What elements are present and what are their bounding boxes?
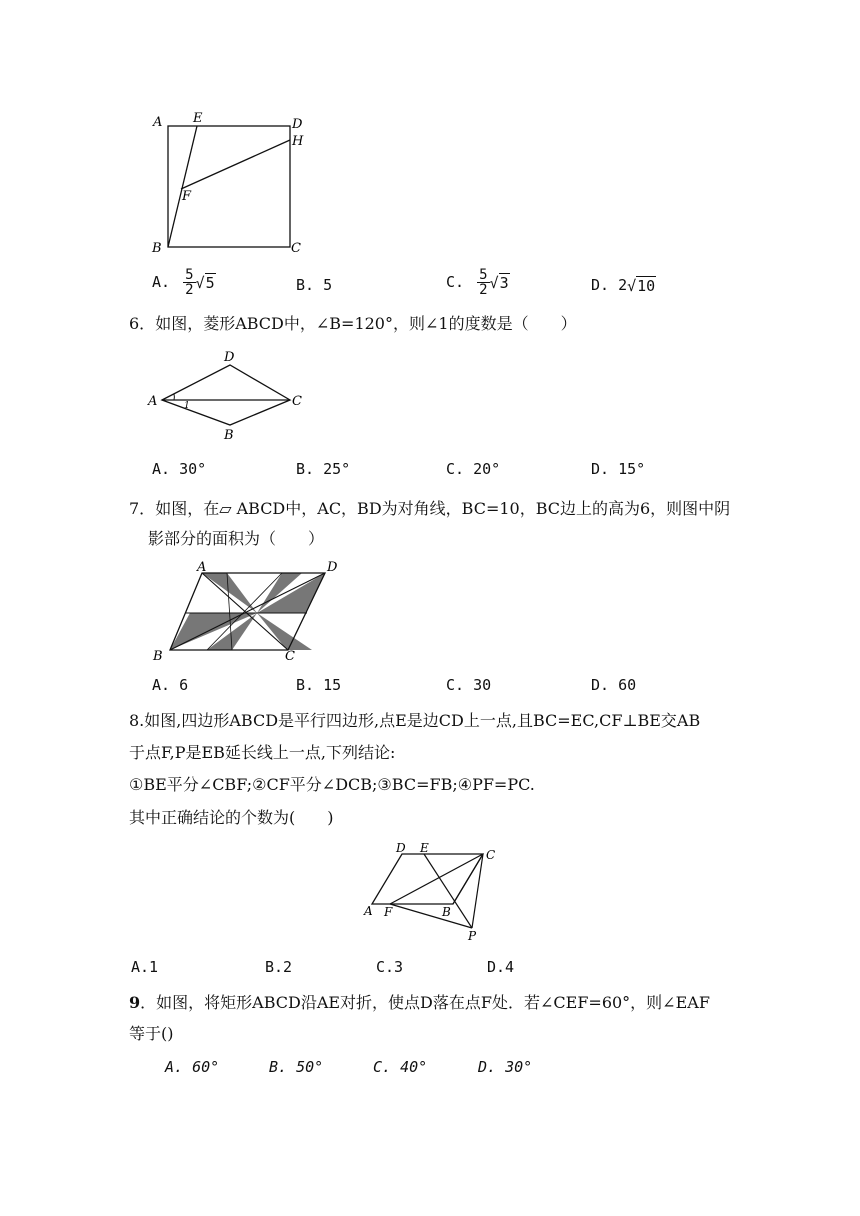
q6-option-d[interactable]: D. 15° <box>591 460 646 478</box>
q5-label-b: B <box>152 241 162 256</box>
q5-label-f: F <box>182 189 192 204</box>
q8-label-a: A <box>364 904 373 918</box>
q6-label-d: D <box>224 350 235 365</box>
q5-label-h: H <box>292 134 304 149</box>
q9-option-c[interactable]: C. 40° <box>373 1058 428 1076</box>
q8-line-cp <box>472 854 483 928</box>
q7-label-b: B <box>153 649 163 664</box>
q5-option-d-prefix: D. 2 <box>591 276 628 294</box>
denominator: 2 <box>185 282 194 298</box>
q8-line-fp <box>390 904 472 928</box>
q9-option-b[interactable]: B. 50° <box>269 1058 324 1076</box>
q6-question <box>129 312 577 336</box>
q8-question-line2: 于点F,P是EB延长线上一点,下列结论: <box>129 743 396 762</box>
numerator: 5 <box>479 267 488 283</box>
q9-number: 9 <box>129 993 141 1012</box>
q8-line-fc <box>390 854 483 904</box>
q7-number: 7． <box>129 499 156 518</box>
q6-label-b: B <box>224 428 234 443</box>
q9-text-line1: ．如图，将矩形ABCD沿AE对折，使点D落在点F处．若∠CEF=60°，则∠EAF <box>140 993 710 1012</box>
q8-option-a[interactable]: A.1 <box>131 958 159 976</box>
fraction <box>183 268 195 297</box>
q5-label-a: A <box>153 115 163 130</box>
q5-option-d[interactable] <box>591 276 656 295</box>
q8-label-b: B <box>442 905 451 919</box>
q8-question-line4: 其中正确结论的个数为( ) <box>129 808 334 827</box>
q8-parallelogram <box>372 854 483 904</box>
sqrt: √10 <box>627 276 656 295</box>
q6-number: 6． <box>129 314 156 333</box>
q5-label-e: E <box>193 111 203 126</box>
q8-label-f: F <box>384 905 393 919</box>
q7-option-c[interactable]: C. 30 <box>446 676 492 694</box>
q5-line-fh <box>181 140 290 189</box>
q8-question-line1: 8.如图,四边形ABCD是平行四边形,点E是边CD上一点,且BC=EC,CF⊥BE交AB <box>129 711 701 730</box>
q8-option-b[interactable]: B.2 <box>265 958 293 976</box>
q7-question-line1 <box>129 497 730 521</box>
numerator: 5 <box>185 267 194 283</box>
q7-text-line1: 如图，在▱ ABCD中，AC，BD为对角线，BC=10，BC边上的高为6，则图中阴 <box>155 499 731 518</box>
denominator: 2 <box>479 282 488 298</box>
q7-option-d[interactable]: D. 60 <box>591 676 637 694</box>
q8-label-c: C <box>486 848 496 862</box>
q7-option-a[interactable]: A. 6 <box>152 676 189 694</box>
q9-option-a[interactable]: A. 60° <box>165 1058 220 1076</box>
radicand: 3 <box>499 273 509 292</box>
q8-label-e: E <box>420 841 429 855</box>
q8-figure <box>360 840 510 945</box>
q9-question-line1 <box>129 991 710 1015</box>
radicand: 5 <box>205 273 215 292</box>
q8-option-d[interactable]: D.4 <box>487 958 515 976</box>
q8-label-d: D <box>396 841 406 855</box>
q7-label-d: D <box>327 560 338 575</box>
q5-label-c: C <box>291 241 301 256</box>
q5-label-d: D <box>292 117 303 132</box>
q9-question-line2: 等于() <box>129 1024 174 1043</box>
q5-option-a[interactable] <box>152 268 216 297</box>
q5-figure <box>145 105 315 260</box>
fraction <box>477 268 489 297</box>
q6-label-a: A <box>148 394 158 409</box>
q8-option-c[interactable]: C.3 <box>376 958 404 976</box>
q6-option-c[interactable]: C. 20° <box>446 460 501 478</box>
q7-label-c: C <box>285 649 295 664</box>
q5-option-a-prefix: A. <box>152 273 171 291</box>
q6-option-b[interactable]: B. 25° <box>296 460 351 478</box>
q9-option-d[interactable]: D. 30° <box>478 1058 533 1076</box>
q6-option-a[interactable]: A. 30° <box>152 460 207 478</box>
q6-figure <box>140 345 315 445</box>
q5-option-c-prefix: C. <box>446 273 465 291</box>
q6-text: 如图，菱形ABCD中，∠B=120°，则∠1的度数是（ ） <box>155 314 577 333</box>
q6-label-c: C <box>292 394 302 409</box>
q5-option-b[interactable]: B. 5 <box>296 276 333 294</box>
q8-conclusions: ①BE平分∠CBF;②CF平分∠DCB;③BC=FB;④PF=PC. <box>129 775 535 794</box>
radicand: 10 <box>637 276 656 295</box>
q7-figure <box>145 560 350 665</box>
sqrt: √5 <box>195 273 215 292</box>
sqrt: √3 <box>489 273 509 292</box>
q7-question-line2: 影部分的面积为（ ） <box>148 529 325 548</box>
q7-option-b[interactable]: B. 15 <box>296 676 342 694</box>
q6-rhombus <box>162 365 290 425</box>
q8-label-p: P <box>468 929 477 943</box>
q5-line-be <box>168 126 197 247</box>
q5-option-c[interactable] <box>446 268 510 297</box>
q7-label-a: A <box>197 560 207 575</box>
q6-angle-label: 1 <box>184 401 190 411</box>
